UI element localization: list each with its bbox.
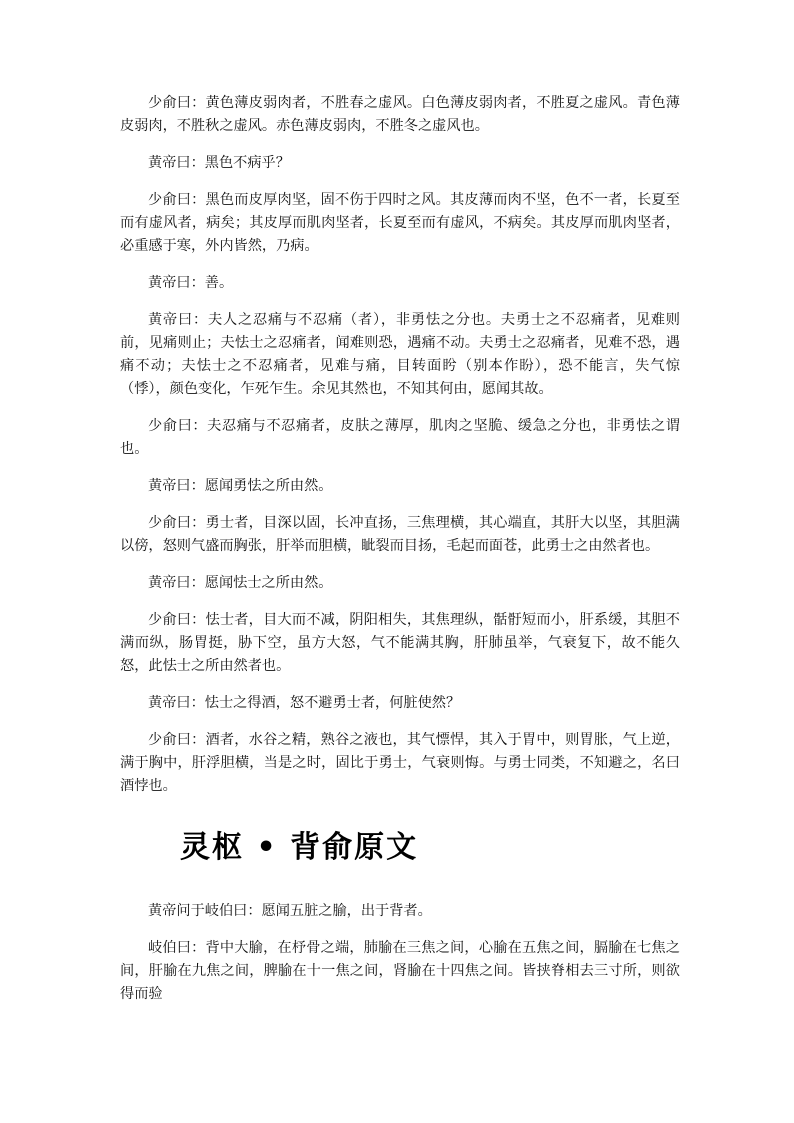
paragraph: 黄帝曰：愿闻勇怯之所由然。 [148,478,333,494]
paragraph: 少俞曰：酒者，水谷之精，熟谷之液也，其气慓悍，其入于胃中，则胃胀，气上逆，满于胸中，肝浮胆横，当是之时，固比于勇士，气衰则悔。与勇士同类，不知避之，名曰酒悖也。 [120,732,680,794]
paragraph: 少俞曰：勇士者，目深以固，长冲直扬，三焦理横，其心端直，其肝大以坚，其胆满以傍，怒则气盛而胸张，肝举而胆横，眦裂而目扬，毛起而面苍，此勇士之由然者也。 [120,515,680,554]
section-heading: 灵枢 • 背俞原文 [180,830,419,865]
paragraph: 黄帝曰：怯士之得酒，怒不避勇士者，何脏使然？ [148,695,461,711]
paragraph: 黄帝曰：愿闻怯士之所由然。 [148,575,333,591]
paragraph: 黄帝问于岐伯曰：愿闻五脏之腧，出于背者。 [148,903,432,919]
paragraph: 少俞曰：黑色而皮厚肉坚，固不伤于四时之风。其皮薄而肉不坚，色不一者，长夏至而有虚风者，病矣；其皮厚而肌肉坚者，长夏至而有虚风，不病矣。其皮厚而肌肉坚者，必重感于寒，外内皆然，乃病。 [120,192,680,254]
paragraph: 岐伯曰：背中大腧，在杼骨之端，肺腧在三焦之间，心腧在五焦之间，膈腧在七焦之间，肝腧在九焦之间，脾腧在十一焦之间，肾腧在十四焦之间。皆挟脊相去三寸所，则欲得而验 [120,940,680,1002]
paragraph: 黄帝曰：善。 [148,275,234,291]
paragraph: 黄帝曰：黑色不病乎？ [148,155,290,171]
paragraph: 少俞曰：怯士者，目大而不减，阴阳相失，其焦理纵，䯏骬短而小，肝系缓，其胆不满而纵，肠胃挺，胁下空，虽方大怒，气不能满其胸，肝肺虽举，气衰复下，故不能久怒，此怯士之所由然者也。 [120,612,680,674]
document-page [120,92,680,1020]
paragraph: 黄帝曰：夫人之忍痛与不忍痛（者），非勇怯之分也。夫勇士之不忍痛者，见难则前，见痛则止；夫怯士之忍痛者，闻难则恐，遇痛不动。夫勇士之忍痛者，见难不恐，遇痛不动；夫怯士之不忍痛者，见难与痛，目转面盻（别本作盼），恐不能言，失气惊（悸），颜色变化，乍死乍生。余见其然也，不知其何由，愿闻其故。 [120,312,680,397]
paragraph: 少俞曰：黄色薄皮弱肉者，不胜春之虚风。白色薄皮弱肉者，不胜夏之虚风。青色薄皮弱肉，不胜秋之虚风。赤色薄皮弱肉，不胜冬之虚风也。 [120,95,680,134]
paragraph: 少俞曰：夫忍痛与不忍痛者，皮肤之薄厚，肌肉之坚脆、缓急之分也，非勇怯之谓也。 [120,418,680,457]
